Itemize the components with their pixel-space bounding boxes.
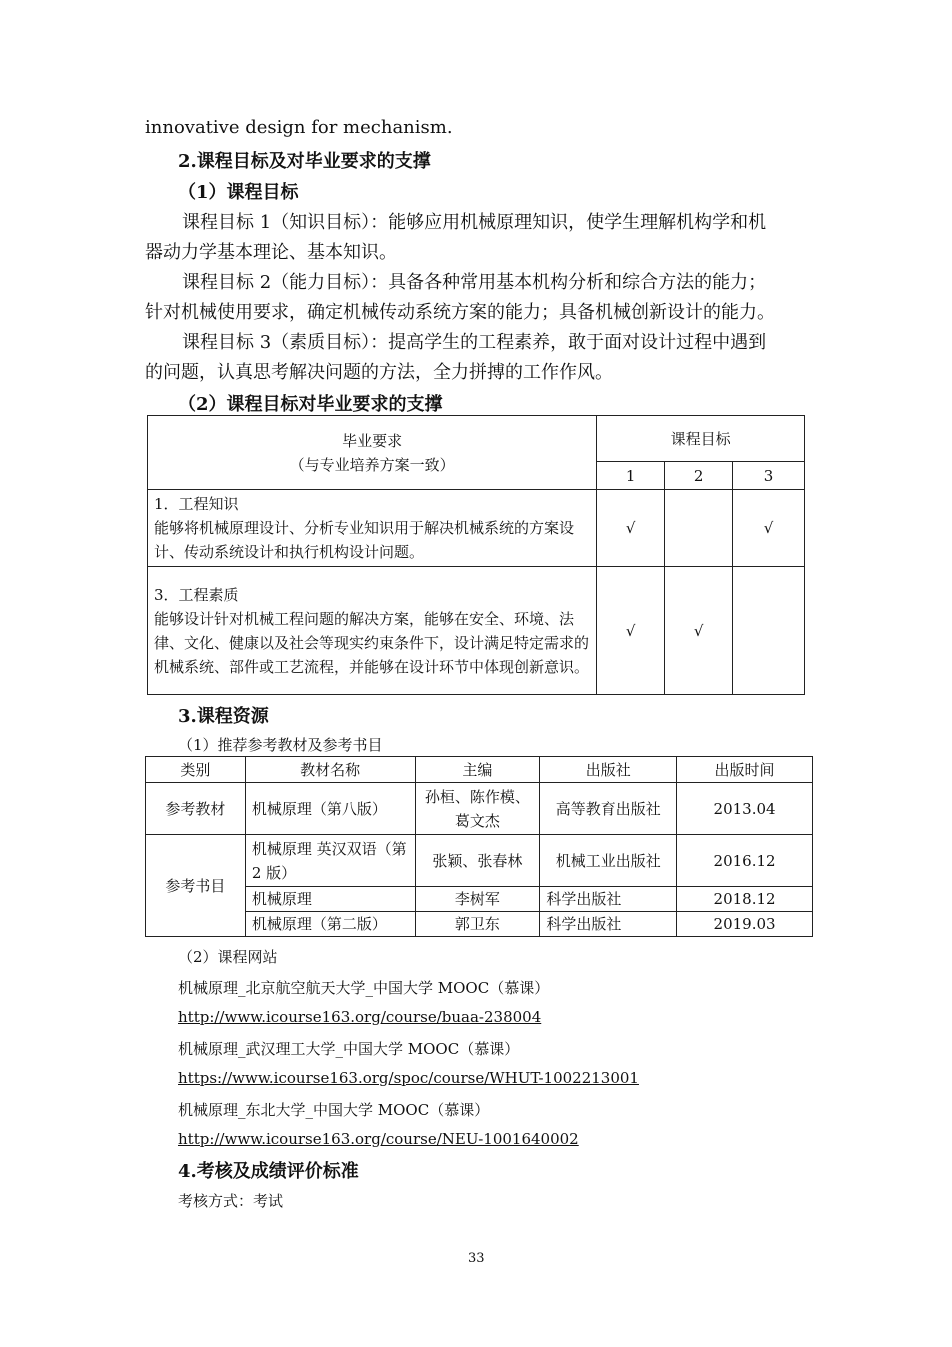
requirement-cell (148, 490, 597, 567)
requirement-title: 1．工程知识 (154, 495, 239, 513)
table-row (146, 912, 813, 937)
section3-heading: 3.课程资源 (178, 706, 269, 727)
book-name: 机械原理（第八版） (245, 783, 415, 835)
requirement-title: 3．工程素质 (154, 585, 239, 604)
book-date: 2016.12 (677, 835, 813, 887)
check-mark: √ (597, 567, 665, 695)
category-cell: 参考教材 (146, 783, 246, 835)
check-mark (665, 490, 733, 567)
table-row (146, 835, 813, 887)
websites-heading: （2）课程网站 (178, 948, 278, 966)
goal-num: 1 (597, 462, 665, 490)
goal2-line2: 针对机械使用要求，确定机械传动系统方案的能力；具备机械创新设计的能力。 (145, 302, 775, 323)
book-date: 2019.03 (677, 912, 813, 937)
requirement-desc: 能够设计针对机械工程问题的解决方案，能够在安全、环境、法律、文化、健康以及社会等现实约束条件下，设计满足特定需求的机械系统、部件或工艺流程，并能够在设计环节中体现创新意识。 (154, 609, 590, 676)
book-editor: 李树军 (415, 887, 540, 912)
book-name: 机械原理 英汉双语（第 2 版） (245, 835, 415, 887)
page-number: 33 (468, 1251, 485, 1266)
book-date: 2013.04 (677, 783, 813, 835)
header-req-line1: 毕业要求 (342, 431, 403, 450)
website-title: 机械原理_武汉理工大学_中国大学 MOOC（慕课） (178, 1040, 520, 1058)
goal3-line2: 的问题，认真思考解决问题的方法，全力拼搏的工作作风。 (145, 362, 613, 383)
goal3-line1: 课程目标 3（素质目标）：提高学生的工程素养，敢于面对设计过程中遇到 (182, 332, 767, 353)
check-mark: √ (733, 490, 805, 567)
website-link[interactable]: http://www.icourse163.org/course/NEU-1001640002 (178, 1130, 579, 1148)
website-link[interactable]: https://www.icourse163.org/spoc/course/WHUT-1002213001 (178, 1069, 639, 1087)
book-publisher: 科学出版社 (540, 887, 677, 912)
col-header: 主编 (415, 757, 540, 783)
check-mark: √ (665, 567, 733, 695)
book-editor: 郭卫东 (415, 912, 540, 937)
section2-sub2: （2）课程目标对毕业要求的支撑 (178, 394, 443, 415)
table-row (148, 567, 805, 695)
website-title: 机械原理_北京航空航天大学_中国大学 MOOC（慕课） (178, 979, 550, 997)
assessment-method: 考核方式：考试 (178, 1192, 284, 1210)
table-row (148, 490, 805, 567)
book-publisher: 机械工业出版社 (540, 835, 677, 887)
requirement-desc: 能够将机械原理设计、分析专业知识用于解决机械系统的方案设计、传动系统设计和执行机构设计问题。 (154, 519, 575, 561)
col-header: 教材名称 (245, 757, 415, 783)
book-editor: 张颖、张春林 (415, 835, 540, 887)
section3-sub1: （1）推荐参考教材及参考书目 (178, 736, 383, 754)
goal1-line1: 课程目标 1（知识目标）：能够应用机械原理知识，使学生理解机构学和机 (182, 212, 767, 233)
table-row (146, 887, 813, 912)
header-requirement (148, 416, 597, 490)
book-date: 2018.12 (677, 887, 813, 912)
support-table (147, 415, 805, 695)
book-name: 机械原理 (245, 887, 415, 912)
books-table (145, 756, 813, 937)
table-row (146, 783, 813, 835)
col-header: 出版时间 (677, 757, 813, 783)
website-title: 机械原理_东北大学_中国大学 MOOC（慕课） (178, 1101, 490, 1119)
book-publisher: 高等教育出版社 (540, 783, 677, 835)
check-mark: √ (597, 490, 665, 567)
book-editor: 孙桓、陈作模、葛文杰 (415, 783, 540, 835)
category-cell: 参考书目 (146, 835, 246, 937)
col-header: 类别 (146, 757, 246, 783)
book-publisher: 科学出版社 (540, 912, 677, 937)
section2-heading: 2.课程目标及对毕业要求的支撑 (178, 151, 431, 172)
header-req-line2: （与专业培养方案一致） (289, 455, 455, 474)
check-mark (733, 567, 805, 695)
book-name: 机械原理（第二版） (245, 912, 415, 937)
col-header: 出版社 (540, 757, 677, 783)
requirement-cell (148, 567, 597, 695)
intro-tail: innovative design for mechanism. (145, 117, 453, 138)
header-goal: 课程目标 (597, 416, 805, 462)
section4-heading: 4.考核及成绩评价标准 (178, 1161, 359, 1182)
goal2-line1: 课程目标 2（能力目标）：具备各种常用基本机构分析和综合方法的能力； (182, 272, 767, 293)
goal-num: 3 (733, 462, 805, 490)
section2-sub1: （1）课程目标 (178, 182, 299, 203)
website-link[interactable]: http://www.icourse163.org/course/buaa-238004 (178, 1008, 542, 1026)
goal-num: 2 (665, 462, 733, 490)
goal1-line2: 器动力学基本理论、基本知识。 (145, 242, 397, 263)
